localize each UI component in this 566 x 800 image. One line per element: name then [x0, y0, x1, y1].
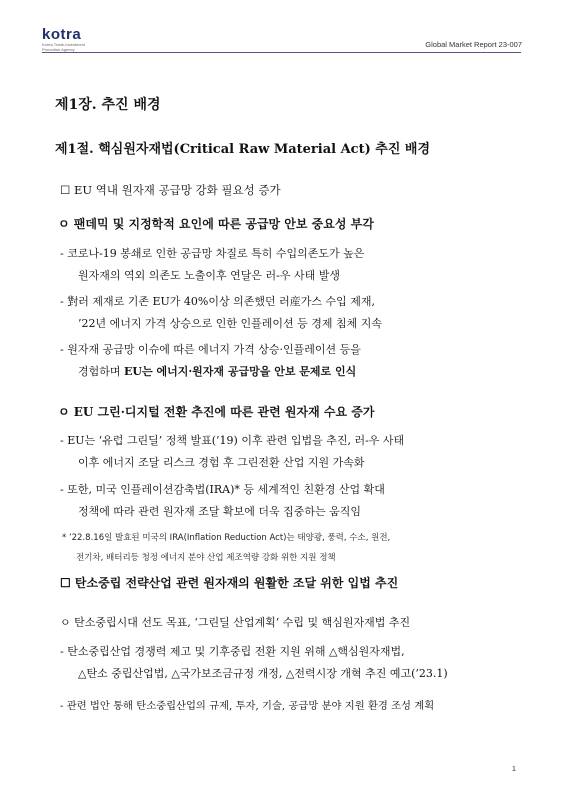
header-rule — [42, 52, 521, 53]
list-item: - 對러 제재로 기존 EU가 40%이상 의존했던 러産가스 수입 제재, — [60, 295, 375, 308]
block1-sub1-heading: ㅇ 팬데믹 및 지정학적 요인에 따른 공급망 안보 중요성 부각 — [58, 217, 374, 231]
footnote-continuation: 전기차, 배터리등 청정 에너지 분야 산업 제조역량 강화 위한 지원 정책 — [76, 553, 336, 563]
list-item-continuation: 원자재의 역외 의존도 노출이후 연달은 러-우 사태 발생 — [78, 269, 340, 282]
section-title: 제1절. 핵심원자재법(Critical Raw Material Act) 추진 배경 — [55, 142, 431, 157]
list-item: - 원자재 공급망 이슈에 따른 에너지 가격 상승·인플레이션 등을 — [60, 343, 361, 356]
list-item: - EU는 ‘유럽 그린딜’ 정책 발표(’19) 이후 관련 입법을 추진, 러-우 사태 — [60, 434, 405, 447]
list-item: - 탄소중립산업 경쟁력 제고 및 기후중립 전환 지원 위해 △핵심원자재법, — [60, 645, 405, 658]
page-header — [0, 0, 566, 60]
list-item-continuation: △탄소 중립산업법, △국가보조금규정 개정, △전력시장 개혁 추진 예고(’23.1) — [78, 667, 448, 680]
list-item: - 또한, 미국 인플레이션감축법(IRA)* 등 세계적인 친환경 산업 확대 — [60, 483, 385, 496]
page-number: 1 — [511, 764, 516, 773]
kotra-logo — [42, 27, 85, 52]
block1-heading: ☐ EU 역내 원자재 공급망 강화 필요성 증가 — [60, 183, 281, 197]
list-item-continuation — [78, 361, 356, 383]
block2-sub-heading: ㅇ 탄소중립시대 선도 목표, ‘그린딜 산업계획’ 수립 및 핵심원자재법 추진 — [60, 616, 411, 629]
chapter-title: 제1장. 추진 배경 — [55, 97, 161, 113]
logo-subtitle-1: Korea Trade-Investment — [42, 42, 85, 47]
list-item-continuation: 정책에 따라 관련 원자재 조달 확보에 더욱 집중하는 움직임 — [78, 505, 361, 518]
block2-heading: ☐ 탄소중립 전략산업 관련 원자재의 원활한 조달 위한 입법 추진 — [60, 576, 399, 590]
plain-text: 경험하며 — [78, 365, 125, 378]
list-item-continuation: ’22년 에너지 가격 상승으로 인한 인플레이션 등 경제 침체 지속 — [78, 317, 382, 330]
list-item-continuation: 이후 에너지 조달 리스크 경험 후 그린전환 산업 지원 가속화 — [78, 456, 365, 469]
logo-subtitle-2: Promotion Agency — [42, 47, 75, 52]
footnote: * ’22.8.16일 발효된 미국의 IRA(Inflation Reduction Act)는 태양광, 풍력, 수소, 원전, — [62, 533, 391, 543]
report-label: Global Market Report 23-007 — [425, 40, 522, 49]
list-item: - 관련 법안 통해 탄소중립산업의 규제, 투자, 기술, 공급망 분야 지원 환경 조성 계획 — [60, 700, 435, 712]
list-item: - 코로나-19 봉쇄로 인한 공급망 차질로 특히 수입의존도가 높은 — [60, 247, 365, 260]
logo-wordmark: kotra — [42, 26, 82, 43]
block1-sub2-heading: ㅇ EU 그린·디지털 전환 추진에 따른 관련 원자재 수요 증가 — [58, 405, 375, 419]
emphasis-text: EU는 에너지·원자재 공급망을 안보 문제로 인식 — [124, 365, 357, 378]
